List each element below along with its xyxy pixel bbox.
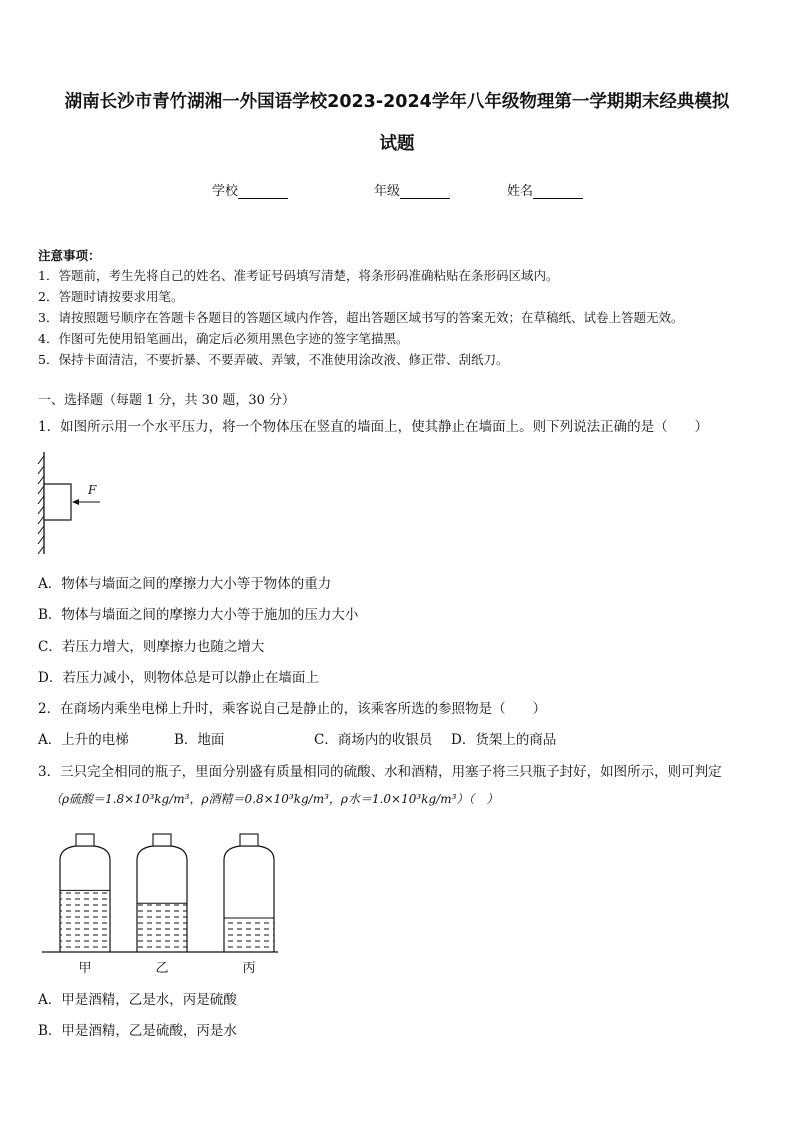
three-bottles-diagram [38, 818, 288, 978]
question-2-stem: 2．在商场内乘坐电梯上升时，乘客说自己是静止的，该乘客所选的参照物是（ ） [38, 701, 547, 717]
name-blank [533, 184, 583, 199]
school-blank [238, 184, 288, 199]
note-item: 1．答题前，考生先将自己的姓名、准考证号码填写清楚，将条形码准确粘贴在条形码区域内。 [38, 268, 559, 283]
bottle-yi [137, 834, 187, 952]
liquid [224, 918, 274, 952]
question-1-option-d[interactable]: D．若压力减小，则物体总是可以静止在墙面上 [38, 670, 319, 686]
block [44, 484, 71, 520]
question-3-option-b[interactable]: B．甲是酒精，乙是硫酸，丙是水 [38, 1023, 237, 1039]
note-item: 3．请按照题号顺序在答题卡各题目的答题区域内作答，超出答题区域书写的答案无效；在草稿纸、试卷上答题无效。 [38, 310, 684, 325]
name-label: 姓名 [507, 184, 534, 199]
question-3-stem: 3．三只完全相同的瓶子，里面分别盛有质量相同的硫酸、水和酒精，用塞子将三只瓶子封好，如图所示，则可判定 [38, 764, 722, 780]
section-title: 一、选择题（每题 1 分，共 30 题，30 分） [38, 393, 296, 408]
question-3-option-a[interactable]: A．甲是酒精，乙是水，丙是硫酸 [38, 992, 237, 1008]
bottle-label-bing: 丙 [242, 961, 256, 976]
bottle-cap [153, 834, 171, 846]
question-1-option-a[interactable]: A．物体与墙面之间的摩擦力大小等于物体的重力 [38, 576, 332, 592]
page-title-line2: 试题 [379, 134, 415, 154]
grade-field [374, 180, 450, 199]
question-1-option-b[interactable]: B．物体与墙面之间的摩擦力大小等于施加的压力大小 [38, 607, 359, 623]
question-3-densities: （ρ硫酸＝1.8×10³kg/m³，ρ酒精＝0.8×10³kg/m³，ρ水＝1.0×10³kg/m³）（ ） [50, 792, 499, 806]
question-1-stem: 1．如图所示用一个水平压力，将一个物体压在竖直的墙面上，使其静止在墙面上。则下列说法正确的是（ ） [38, 419, 709, 435]
question-2-option-a[interactable]: A．上升的电梯 [38, 732, 129, 748]
notes-heading: 注意事项： [38, 248, 101, 263]
school-field [212, 180, 288, 199]
note-item: 4．作图可先使用铅笔画出，确定后必须用黑色字迹的签字笔描黑。 [38, 331, 409, 346]
wall-force-diagram [36, 450, 116, 556]
bottle-label-jia: 甲 [78, 961, 92, 976]
name-field [507, 180, 583, 199]
note-item: 5．保持卡面清洁，不要折暴、不要弄破、弄皱，不准使用涂改液、修正带、刮纸刀。 [38, 352, 509, 367]
question-2-option-d[interactable]: D．货架上的商品 [451, 732, 557, 748]
bottle-cap [76, 834, 94, 846]
grade-blank [400, 184, 450, 199]
bottle-cap [240, 834, 258, 846]
question-1-option-c[interactable]: C．若压力增大，则摩擦力也随之增大 [38, 639, 265, 655]
page-title: 湖南长沙市青竹湖湘一外国语学校2023-2024学年八年级物理第一学期期末经典模拟 [64, 92, 730, 112]
grade-label: 年级 [374, 184, 401, 199]
question-2-options [38, 728, 598, 746]
bottle-jia [60, 834, 110, 952]
bottle-label-yi: 乙 [155, 961, 169, 976]
school-label: 学校 [212, 184, 239, 199]
question-2-option-c[interactable]: C．商场内的收银员 [314, 732, 433, 748]
liquid [60, 890, 110, 952]
note-item: 2．答题时请按要求用笔。 [38, 289, 184, 304]
liquid [137, 903, 187, 952]
question-2-option-b[interactable]: B．地面 [174, 732, 225, 748]
force-label: F [88, 483, 97, 497]
bottle-bing [224, 834, 274, 952]
